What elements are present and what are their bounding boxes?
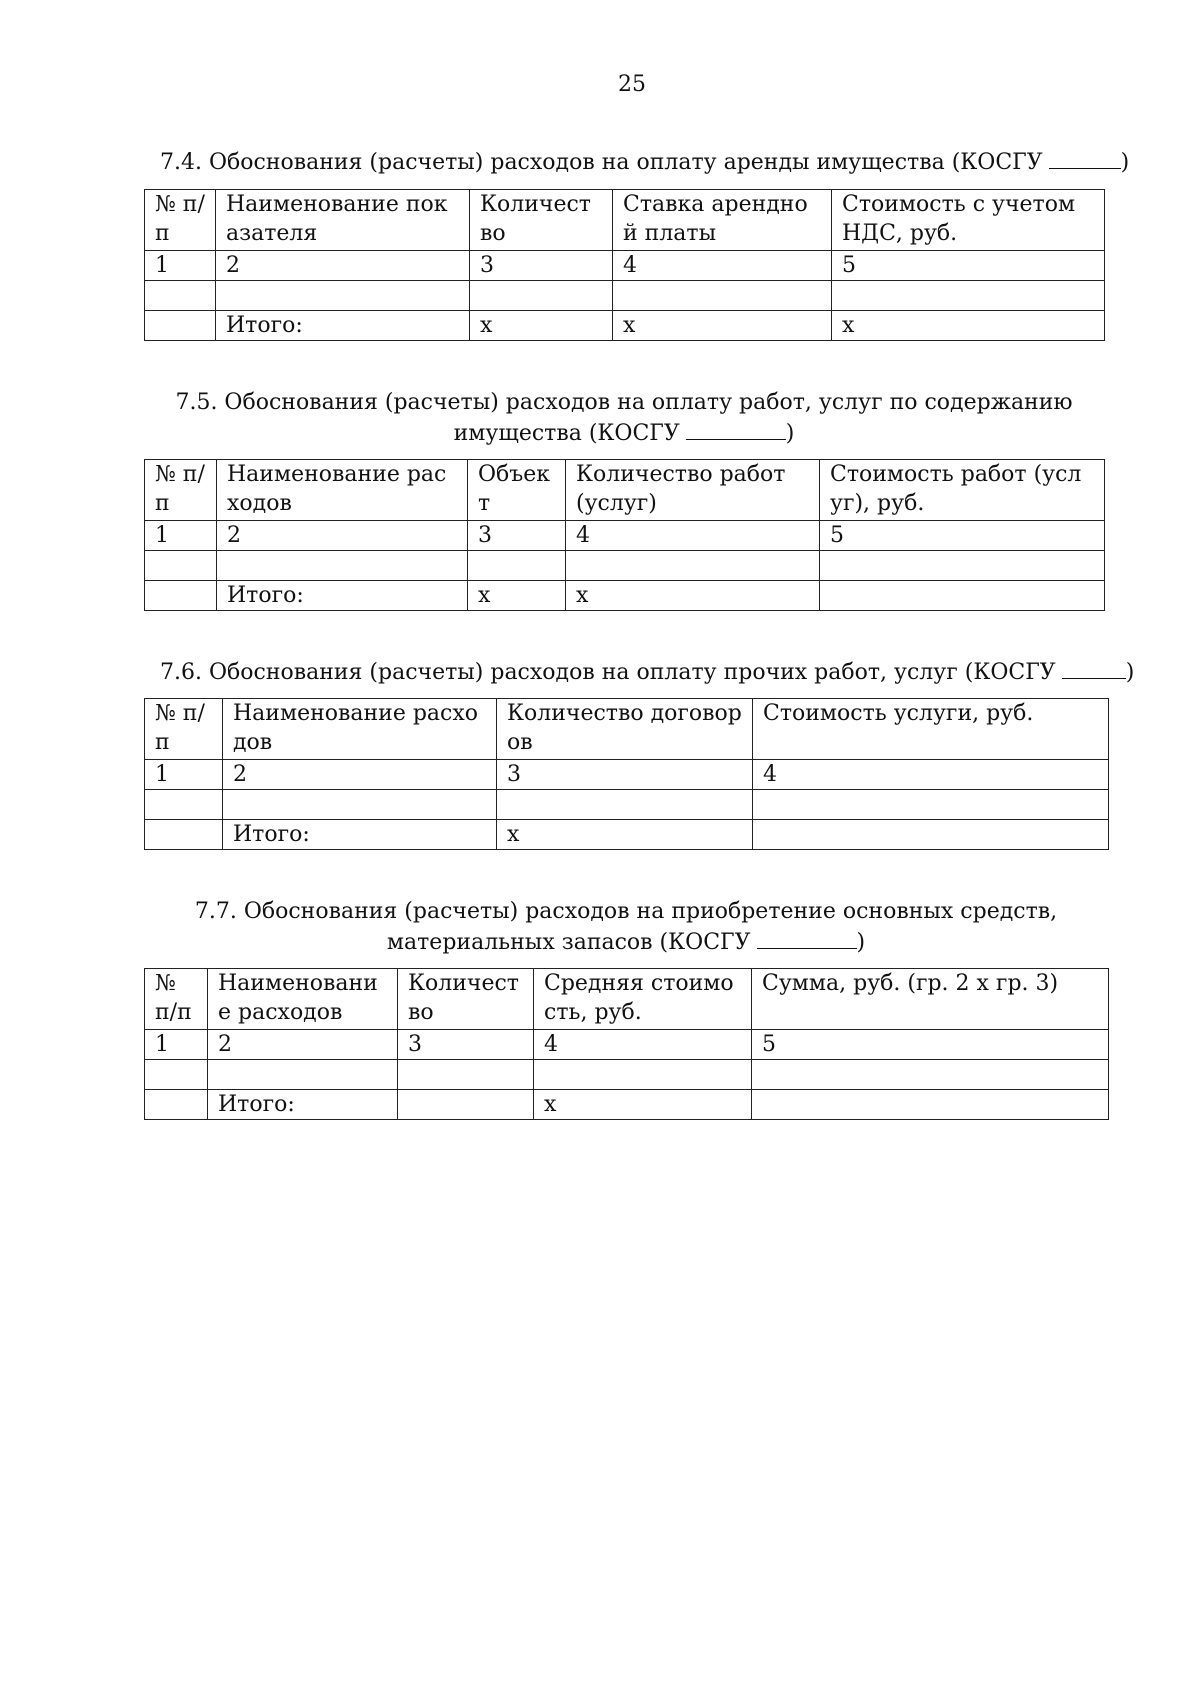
number-cell: 3 xyxy=(468,521,566,551)
empty-cell xyxy=(208,1060,398,1090)
header-cell: № п/п xyxy=(145,699,223,760)
column-number-row xyxy=(145,521,1105,551)
empty-row xyxy=(145,1060,1109,1090)
number-cell: 1 xyxy=(145,1030,208,1060)
number-cell: 1 xyxy=(145,251,216,281)
total-cell xyxy=(145,581,217,611)
number-cell: 4 xyxy=(566,521,820,551)
empty-row xyxy=(145,790,1109,820)
total-cell: Итого: xyxy=(223,820,497,850)
header-cell: Стоимость с учетом НДС, руб. xyxy=(832,190,1105,251)
header-cell: Стоимость работ (услуг), руб. xyxy=(820,460,1105,521)
total-cell: x xyxy=(468,581,566,611)
empty-cell xyxy=(470,281,613,311)
header-cell: Средняя стоимость, руб. xyxy=(534,969,752,1030)
total-cell xyxy=(753,820,1109,850)
number-cell: 1 xyxy=(145,521,217,551)
column-number-row xyxy=(145,251,1105,281)
empty-row xyxy=(145,551,1105,581)
empty-cell xyxy=(398,1060,534,1090)
header-cell: Наименование расходов xyxy=(223,699,497,760)
empty-cell xyxy=(820,551,1105,581)
number-cell: 2 xyxy=(217,521,468,551)
header-cell: Количество xyxy=(470,190,613,251)
total-cell xyxy=(145,1090,208,1120)
empty-cell xyxy=(216,281,470,311)
number-cell: 4 xyxy=(753,760,1109,790)
total-cell: x xyxy=(566,581,820,611)
header-cell: Объект xyxy=(468,460,566,521)
total-cell xyxy=(398,1090,534,1120)
empty-cell xyxy=(613,281,832,311)
header-cell: № п/п xyxy=(145,190,216,251)
empty-cell xyxy=(566,551,820,581)
table-7-6 xyxy=(144,698,1109,850)
table-header-row xyxy=(145,460,1105,521)
total-cell xyxy=(145,311,216,341)
header-cell: Количество договоров xyxy=(497,699,753,760)
table-7-5 xyxy=(144,459,1105,611)
empty-cell xyxy=(145,790,223,820)
header-cell: Количество работ (услуг) xyxy=(566,460,820,521)
total-cell: x xyxy=(534,1090,752,1120)
empty-cell xyxy=(497,790,753,820)
empty-cell xyxy=(468,551,566,581)
empty-cell xyxy=(752,1060,1109,1090)
section-7-6-title: 7.6. Обоснования (расчеты) расходов на оплату прочих работ, услуг (КОСГУ ) xyxy=(160,660,1135,685)
total-row xyxy=(145,581,1105,611)
total-cell xyxy=(820,581,1105,611)
section-7-4-title: 7.4. Обоснования (расчеты) расходов на оплату аренды имущества (КОСГУ ) xyxy=(160,150,1130,175)
number-cell: 5 xyxy=(820,521,1105,551)
section-7-7-title: 7.7. Обоснования (расчеты) расходов на приобретение основных средств, материальных запасов (КОСГУ ) xyxy=(194,899,1058,955)
empty-cell xyxy=(145,281,216,311)
number-cell: 3 xyxy=(497,760,753,790)
table-header-row xyxy=(145,969,1109,1030)
total-row xyxy=(145,820,1109,850)
empty-cell xyxy=(534,1060,752,1090)
number-cell: 4 xyxy=(534,1030,752,1060)
number-cell: 1 xyxy=(145,760,223,790)
number-cell: 3 xyxy=(398,1030,534,1060)
header-cell: Наименование расходов xyxy=(208,969,398,1030)
kosgu-blank xyxy=(1049,150,1121,169)
number-cell: 2 xyxy=(216,251,470,281)
page-number: 25 xyxy=(618,72,646,97)
number-cell: 4 xyxy=(613,251,832,281)
empty-cell xyxy=(832,281,1105,311)
column-number-row xyxy=(145,1030,1109,1060)
kosgu-blank xyxy=(757,930,857,949)
column-number-row xyxy=(145,760,1109,790)
table-header-row xyxy=(145,190,1105,251)
total-cell xyxy=(145,820,223,850)
number-cell: 2 xyxy=(208,1030,398,1060)
kosgu-blank xyxy=(686,421,786,440)
total-row xyxy=(145,1090,1109,1120)
number-cell: 5 xyxy=(752,1030,1109,1060)
empty-cell xyxy=(223,790,497,820)
kosgu-blank xyxy=(1062,660,1126,679)
empty-cell xyxy=(753,790,1109,820)
header-cell: Наименование показателя xyxy=(216,190,470,251)
number-cell: 2 xyxy=(223,760,497,790)
header-cell: Количество xyxy=(398,969,534,1030)
empty-cell xyxy=(217,551,468,581)
number-cell: 3 xyxy=(470,251,613,281)
total-row xyxy=(145,311,1105,341)
total-cell: x xyxy=(832,311,1105,341)
section-7-5-title: 7.5. Обоснования (расчеты) расходов на оплату работ, услуг по содержанию имущества (КОСГУ ) xyxy=(175,390,1073,446)
total-cell: Итого: xyxy=(216,311,470,341)
header-cell: № п/п xyxy=(145,969,208,1030)
empty-cell xyxy=(145,551,217,581)
table-7-4 xyxy=(144,189,1105,341)
empty-cell xyxy=(145,1060,208,1090)
total-cell xyxy=(752,1090,1109,1120)
number-cell: 5 xyxy=(832,251,1105,281)
header-cell: Сумма, руб. (гр. 2 x гр. 3) xyxy=(752,969,1109,1030)
table-7-7 xyxy=(144,968,1109,1120)
empty-row xyxy=(145,281,1105,311)
total-cell: x xyxy=(613,311,832,341)
total-cell: x xyxy=(497,820,753,850)
header-cell: Наименование расходов xyxy=(217,460,468,521)
total-cell: Итого: xyxy=(217,581,468,611)
total-cell: x xyxy=(470,311,613,341)
header-cell: Ставка арендной платы xyxy=(613,190,832,251)
header-cell: № п/п xyxy=(145,460,217,521)
header-cell: Стоимость услуги, руб. xyxy=(753,699,1109,760)
total-cell: Итого: xyxy=(208,1090,398,1120)
table-header-row xyxy=(145,699,1109,760)
